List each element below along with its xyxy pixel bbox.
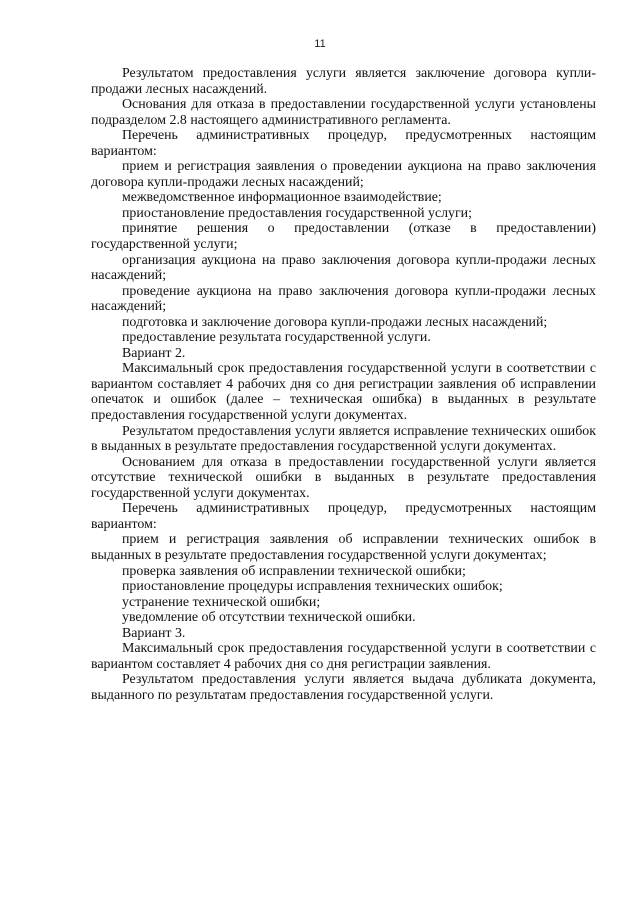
list-item-contract-preparation: подготовка и заключение договора купли-продажи лесных насаждений; [122,314,548,330]
paragraph-variant-3-deadline: Максимальный срок предоставления государственной услуги в соответствии с вариантом составляет 4 рабочих дня со дня регистрации заявления. [91,641,596,672]
list-item-auction-application: прием и регистрация заявления о проведении аукциона на право заключения договора купли-продажи лесных насаждений; [91,159,596,190]
list-item-application-check: проверка заявления об исправлении технической ошибки; [122,563,466,579]
paragraph-variant-2-deadline: Максимальный срок предоставления государственной услуги в соответствии с вариантом составляет 4 рабочих дня со дня регистрации заявления об исправлении опечаток и ошибок (далее – техническая ошибка) в выданных в результате предоставления государственной услуги документах. [91,361,596,424]
list-item-suspension: приостановление предоставления государственной услуги; [122,205,472,221]
list-item-interagency: межведомственное информационное взаимодействие; [122,190,442,206]
paragraph-procedures-intro: Перечень административных процедур, предусмотренных настоящим вариантом: [91,128,596,159]
page-number: 11 [314,38,326,50]
paragraph-result-contract: Результатом предоставления услуги является заключение договора купли-продажи лесных насаждений. [91,66,596,97]
paragraph-refusal-grounds: Основания для отказа в предоставлении государственной услуги установлены подразделом 2.8 настоящего административного регламента. [91,97,596,128]
list-item-auction-conduct: проведение аукциона на право заключения договора купли-продажи лесных насаждений; [91,283,596,315]
paragraph-variant-2-result: Результатом предоставления услуги является исправление технических ошибок в выданных в результате предоставления государственной услуги документах. [91,423,596,455]
list-item-result-provision: предоставление результата государственной услуги. [122,330,431,346]
document-body [91,66,596,703]
list-item-no-error-notice: уведомление об отсутствии технической ошибки. [122,610,416,626]
list-item-auction-organization: организация аукциона на право заключения договора купли-продажи лесных насаждений; [91,252,596,284]
heading-variant-2: Вариант 2. [122,345,186,361]
list-item-decision: принятие решения о предоставлении (отказе в предоставлении) государственной услуги; [91,221,596,253]
list-item-correction-application: прием и регистрация заявления об исправлении технических ошибок в выданных в результате предоставления государственной услуги документах; [91,532,596,563]
paragraph-variant-3-result: Результатом предоставления услуги является выдача дубликата документа, выданного по результатам предоставления государственной услуги. [91,672,596,703]
list-item-correction-suspension: приостановление процедуры исправления технических ошибок; [122,579,503,595]
list-item-error-fix: устранение технической ошибки; [122,594,321,610]
paragraph-variant-2-procedures-intro: Перечень административных процедур, предусмотренных настоящим вариантом: [91,501,596,532]
paragraph-variant-2-refusal: Основанием для отказа в предоставлении государственной услуги является отсутствие технической ошибки в выданных в результате предоставления государственной услуги документах. [91,454,596,501]
heading-variant-3: Вариант 3. [122,625,186,641]
